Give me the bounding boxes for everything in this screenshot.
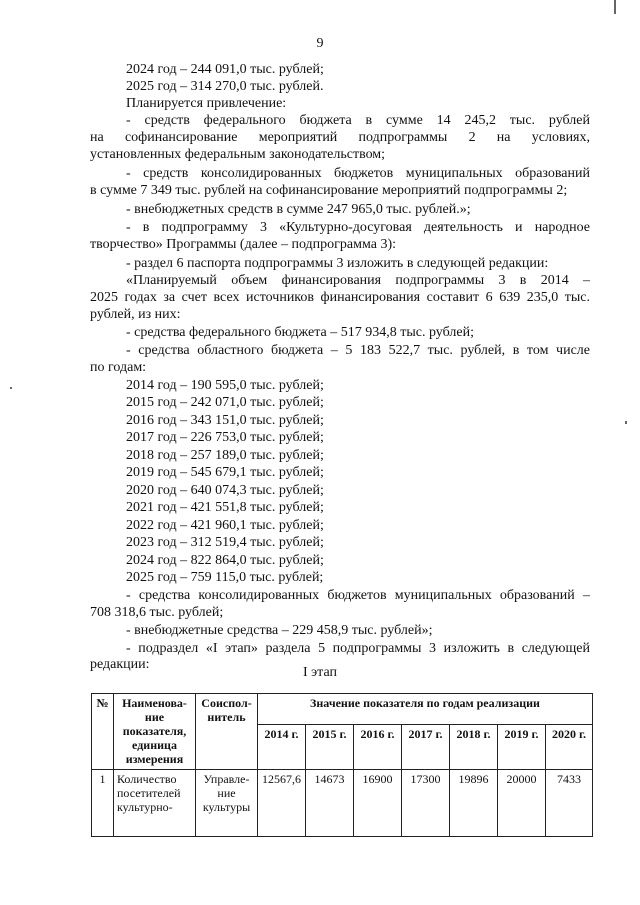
planned-volume-line-3: рублей, из них: <box>90 307 181 322</box>
row-value-2015: 14673 <box>306 770 354 837</box>
year-line-2025: 2025 год – 314 270,0 тыс. рублей. <box>126 79 324 94</box>
year-line-2023: 2023 год – 312 519,4 тыс. рублей; <box>126 535 324 550</box>
year-line-2024: 2024 год – 244 091,0 тыс. рублей; <box>126 62 324 77</box>
plan-heading: Планируется привлечение: <box>126 96 287 111</box>
year-line-2024b: 2024 год – 822 864,0 тыс. рублей; <box>126 553 324 568</box>
federal-budget-line-3: установленных федеральным законодательством; <box>90 147 386 162</box>
extrabudget-line: - внебюджетных средств в сумме 247 965,0 тыс. рублей.»; <box>126 202 471 217</box>
year-line-2021: 2021 год – 421 551,8 тыс. рублей; <box>126 500 324 515</box>
subprogram3-line-2: творчество» Программы (далее – подпрограмма 3): <box>90 237 397 252</box>
table-row <box>92 770 593 837</box>
header-year-2014: 2014 г. <box>258 725 306 770</box>
year-line-2022: 2022 год – 421 960,1 тыс. рублей; <box>126 518 324 533</box>
regional-funds-line-2: по годам: <box>90 360 147 375</box>
scan-artifact-right <box>625 421 627 424</box>
row-num: 1 <box>92 770 114 837</box>
year-line-2014: 2014 год – 190 595,0 тыс. рублей; <box>126 378 324 393</box>
municipal-budget-line-2: в сумме 7 349 тыс. рублей на софинансирование мероприятий подпрограммы 2; <box>90 183 568 198</box>
scan-artifact-top-right <box>614 0 616 14</box>
subsection-line-1: - подраздел «I этап» раздела 5 подпрограммы 3 изложить в следующей <box>126 641 590 656</box>
header-name: Наименова-ние показателя, единица измерения <box>114 694 196 770</box>
year-line-2015: 2015 год – 242 071,0 тыс. рублей; <box>126 395 324 410</box>
header-year-2020: 2020 г. <box>546 725 593 770</box>
row-name: Количество посетителей культурно- <box>114 770 196 837</box>
row-value-2019: 20000 <box>498 770 546 837</box>
federal-budget-line-2: на софинансирование мероприятий подпрограммы 2 на условиях, <box>90 130 590 145</box>
federal-budget-line-1: - средств федерального бюджета в сумме 14 245,2 тыс. рублей <box>126 113 590 128</box>
year-line-2020: 2020 год – 640 074,3 тыс. рублей; <box>126 483 324 498</box>
header-year-2015: 2015 г. <box>306 725 354 770</box>
consolidated-funds-line-1: - средства консолидированных бюджетов муниципальных образований – <box>126 588 590 603</box>
section-title: I этап <box>303 665 337 680</box>
planned-volume-line-1: «Планируемый объем финансирования подпрограммы 3 в 2014 – <box>126 273 590 288</box>
consolidated-funds-line-2: 708 318,6 тыс. рублей; <box>90 605 224 620</box>
header-year-2017: 2017 г. <box>402 725 450 770</box>
row-value-2018: 19896 <box>450 770 498 837</box>
year-line-2016: 2016 год – 343 151,0 тыс. рублей; <box>126 413 324 428</box>
header-year-2016: 2016 г. <box>354 725 402 770</box>
header-year-2018: 2018 г. <box>450 725 498 770</box>
regional-funds-line-1: - средства областного бюджета – 5 183 522,7 тыс. рублей, в том числе <box>126 343 590 358</box>
planned-volume-line-2: 2025 годах за счет всех источников финансирования составит 6 639 235,0 тыс. <box>90 290 590 305</box>
header-num: № <box>92 694 114 770</box>
header-values-group: Значение показателя по годам реализации <box>258 694 593 725</box>
row-value-2017: 17300 <box>402 770 450 837</box>
scan-artifact-left <box>10 387 12 389</box>
page-number: 9 <box>316 36 324 51</box>
section6-line: - раздел 6 паспорта подпрограммы 3 изложить в следующей редакции: <box>126 256 549 271</box>
row-value-2016: 16900 <box>354 770 402 837</box>
year-line-2019: 2019 год – 545 679,1 тыс. рублей; <box>126 465 324 480</box>
year-line-2018: 2018 год – 257 189,0 тыс. рублей; <box>126 448 324 463</box>
federal-funds-line: - средства федерального бюджета – 517 934,8 тыс. рублей; <box>126 325 474 340</box>
extrabudget-funds-line: - внебюджетные средства – 229 458,9 тыс. рублей»; <box>126 623 433 638</box>
stage-table <box>91 693 593 837</box>
row-value-2014: 12567,6 <box>258 770 306 837</box>
year-line-2025b: 2025 год – 759 115,0 тыс. рублей; <box>126 570 324 585</box>
subprogram3-line-1: - в подпрограмму 3 «Культурно-досуговая деятельность и народное <box>126 220 590 235</box>
year-line-2017: 2017 год – 226 753,0 тыс. рублей; <box>126 430 324 445</box>
subsection-line-2: редакции: <box>90 657 150 672</box>
row-value-2020: 7433 <box>546 770 593 837</box>
header-year-2019: 2019 г. <box>498 725 546 770</box>
municipal-budget-line-1: - средств консолидированных бюджетов муниципальных образований <box>126 166 590 181</box>
header-executor: Соиспол-нитель <box>196 694 258 770</box>
row-executor: Управле-ние культуры <box>196 770 258 837</box>
